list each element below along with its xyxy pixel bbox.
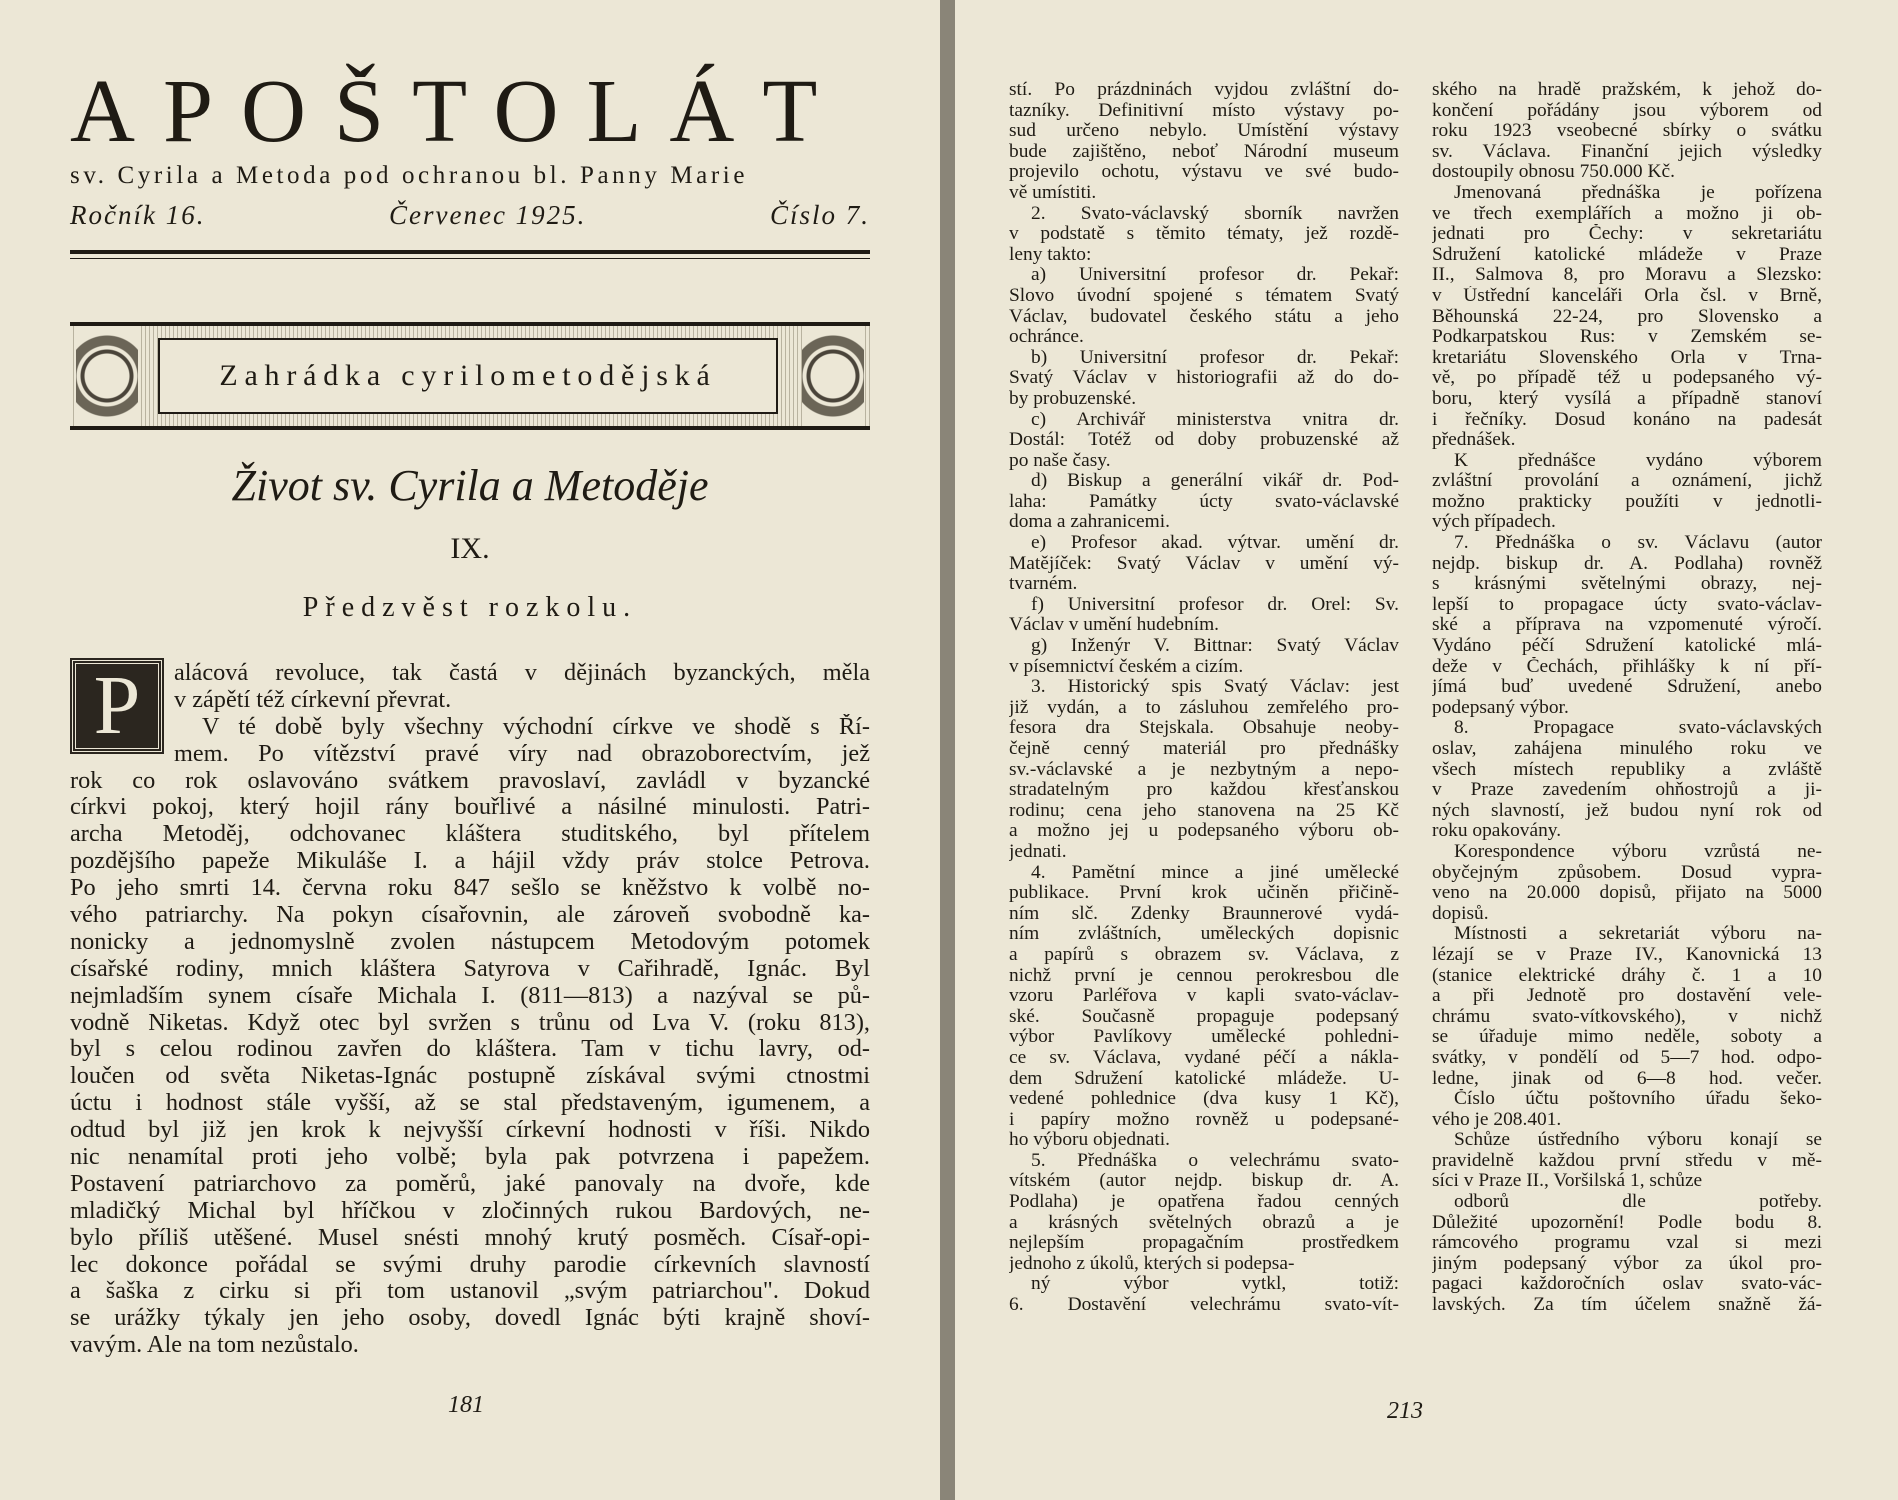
text-line: i řečníky. Dosud konáno na padesát	[1432, 409, 1822, 430]
issue-number: Číslo 7.	[769, 200, 870, 230]
text-line: fesora dra Stejskala. Obsahuje neoby-	[1009, 718, 1399, 739]
text-line: deže v Čechách, přihlášky k ní pří-	[1432, 656, 1822, 677]
text-line: roku opakovány.	[1432, 821, 1562, 842]
text-line: lézají se v Praze IV., Kanovnická 13	[1432, 944, 1822, 965]
magazine-title: APOŠTOLÁT	[70, 62, 846, 161]
text-line: přednášek.	[1432, 430, 1516, 451]
text-line: mladičký Michal byl hříčkou v zločinných rukou Bardových, ne-	[70, 1197, 870, 1224]
text-line: všech místech republiky a zvláště	[1432, 759, 1822, 780]
text-line: 5. Přednáška o velechrámu svato-	[1031, 1150, 1399, 1171]
text-line: Důležité upozornění! Podle bodu 8.	[1432, 1212, 1822, 1233]
text-line: vítském (autor nejdp. biskup dr. A.	[1009, 1171, 1399, 1192]
ornament-icon	[802, 326, 864, 426]
text-line: ním zvláštních, uměleckých dopisnic	[1009, 924, 1399, 945]
text-line: církvi pokoj, který hojil rány bouřlivé a násilné minulosti. Patri-	[70, 794, 870, 821]
text-line: loučen od světa Niketas-Ignác postupně získával svými ctnostmi	[70, 1063, 870, 1090]
text-line: pagaci každoročních oslav svato-vác-	[1432, 1274, 1822, 1295]
page-number: 181	[448, 1392, 484, 1418]
text-line: tvarném.	[1009, 574, 1078, 595]
text-line: se urážky týkaly jen jeho osoby, dovedl Ignác býti krajně shoví-	[70, 1305, 870, 1332]
text-line: svátky, v pondělí od 5—7 hod. odpo-	[1432, 1047, 1822, 1068]
text-line: i papíry možno rovněž u podepsané-	[1009, 1109, 1399, 1130]
drop-cap	[72, 660, 162, 752]
text-line: lepší to propagace úcty svato-václav-	[1432, 594, 1822, 615]
text-line: (stanice elektrické dráhy č. 1 a 10	[1432, 965, 1822, 986]
text-line: roku 1923 vseobecné sbírky o svátku	[1432, 121, 1822, 142]
text-line: čejně cenný materiál pro přednášky	[1009, 739, 1399, 759]
text-line: ho výboru objednati.	[1009, 1130, 1171, 1151]
text-line: Korespondence výboru vzrůstá ne-	[1454, 841, 1822, 862]
text-line: Běhounská 22-24, pro Slovensko a	[1432, 306, 1822, 327]
text-line: a papírů s obrazem sv. Václava, z	[1009, 944, 1399, 965]
text-line: vavým. Ale na tom nezůstalo.	[70, 1332, 359, 1359]
text-line: jímá buď uvedené Sdružení, anebo	[1432, 677, 1822, 698]
text-line: mem. Po vítězství pravé víry nad obrazoborectvím, jež	[174, 740, 870, 767]
text-line: pozdějšího papeže Mikuláše I. a hájil vždy práv stolce Petrova.	[70, 848, 870, 875]
article-body	[70, 660, 870, 1359]
text-line: 4. Pamětní mince a jiné umělecké	[1031, 862, 1399, 883]
text-line: Sdružení katolické mládeže v Praze	[1432, 244, 1822, 265]
banner-label-box	[158, 338, 778, 414]
text-line: ce sv. Václava, vydané péčí a nákla-	[1009, 1047, 1399, 1068]
volume: Ročník 16.	[70, 200, 206, 230]
text-line: K přednášce vydáno výborem	[1454, 450, 1822, 471]
text-line: vedené pohlednice (dva kusy 1 Kč),	[1009, 1089, 1399, 1110]
text-line: rok co rok oslavováno svátkem pravoslaví, zavládl v byzancké	[70, 767, 870, 794]
text-line: laha: Památky úcty svato-václavské	[1009, 491, 1399, 512]
section-title: Předzvěst rozkolu.	[302, 592, 638, 623]
text-line: chrámu svato-vítkovského), v nichž	[1432, 1006, 1822, 1027]
text-line: Dostál: Totéž od doby probuzenské až	[1009, 430, 1399, 451]
text-line: f) Universitní profesor dr. Orel: Sv.	[1031, 594, 1399, 615]
text-line: v podstatě s těmito tématy, jež rozdě-	[1009, 224, 1399, 245]
text-line: a krásných světelných obrazů a je	[1009, 1212, 1399, 1233]
text-line: Po jeho smrti 14. června roku 847 sešlo se kněžstvo k volbě no-	[70, 875, 870, 902]
text-column-right	[1432, 80, 1822, 1316]
text-line: ných slavností, jež budou nyní rok od	[1432, 800, 1822, 821]
text-line: s krásnými světelnými obrazy, nej-	[1432, 574, 1822, 595]
text-line: Místnosti a sekretariát výboru na-	[1454, 924, 1822, 945]
text-line: sud určeno nebylo. Umístění výstavy	[1009, 121, 1399, 142]
text-line: 3. Historický spis Svatý Václav: jest	[1031, 677, 1399, 698]
text-line: a možno jej u podepsaného výboru ob-	[1009, 821, 1399, 842]
text-line: bylo příliš utěšené. Musel snésti mnohý krutý posměch. Císař-opi-	[70, 1224, 870, 1251]
text-line: Podlaha) je opatřena řadou cenných	[1009, 1192, 1399, 1213]
text-line: nejlepším propagačním prostředkem	[1009, 1233, 1399, 1254]
text-line: 6. Dostavění velechrámu svato-vít-	[1009, 1295, 1399, 1316]
text-line: stradatelným pro každou křesťanskou	[1009, 780, 1399, 801]
text-line: jednoho z úkolů, kterých si podepsa-	[1009, 1253, 1295, 1274]
text-line: V té době byly všechny východní církve ve shodě s Ří-	[202, 713, 870, 740]
text-line: stí. Po prázdninách vyjdou zvláštní do-	[1009, 80, 1399, 100]
text-line: projevilo ochotu, výstavu ve své budo-	[1009, 162, 1399, 183]
issue-line	[70, 200, 870, 231]
text-line: 7. Přednáška o sv. Václavu (autor	[1454, 533, 1822, 554]
text-line: pravidelně každou první středu v mě-	[1432, 1150, 1822, 1171]
text-line: se úřaduje mimo neděle, soboty a	[1432, 1027, 1822, 1048]
text-line: oslav, zahájena minulého roku ve	[1432, 739, 1822, 759]
text-line: Václav, budovatel českého státu a jeho	[1009, 306, 1399, 327]
text-line: alácová revoluce, tak častá v dějinách byzanckých, měla	[174, 660, 870, 686]
text-line: odborů dle potřeby.	[1454, 1192, 1822, 1213]
text-line: Svatý Václav v historiografii až do do-	[1009, 368, 1399, 389]
text-line: vodně Niketas. Když otec byl svržen s trůnu od Lva V. (roku 813),	[70, 1009, 870, 1036]
text-line: veno na 20.000 dopisů, přijato na 5000	[1432, 883, 1822, 904]
text-line: dostoupily obnosu 750.000 Kč.	[1432, 162, 1675, 183]
text-line: Vydáno péčí Sdružení katolické mlá-	[1432, 636, 1822, 657]
text-line: v písemnictví českém a cizím.	[1009, 656, 1244, 677]
text-line: a) Universitní profesor dr. Pekař:	[1031, 265, 1399, 286]
left-page	[0, 0, 940, 1500]
text-line: vých případech.	[1432, 512, 1556, 533]
text-line: ve třech exemplářích a možno ji ob-	[1432, 203, 1822, 224]
text-line: ochránce.	[1009, 327, 1084, 348]
text-line: e) Profesor akad. výtvar. umění dr.	[1031, 533, 1399, 554]
text-line: vého je 208.401.	[1432, 1109, 1562, 1130]
ornament-icon	[76, 326, 138, 426]
text-line: doma a zahranicemi.	[1009, 512, 1170, 533]
text-line: ské. Současně propaguje podepsaný	[1009, 1006, 1399, 1027]
text-line: vzoru Parléřova v kapli svato-václav-	[1009, 986, 1399, 1007]
text-line: Postavení patriarchovo za poměrů, jaké panovaly na dvoře, kde	[70, 1170, 870, 1197]
text-line: kretariátu Slovenského Orla v Trna-	[1432, 347, 1822, 368]
text-line: Matějíček: Svatý Václav v umění vý-	[1009, 553, 1399, 574]
text-line: publikace. První krok učiněn přičině-	[1009, 883, 1399, 904]
text-line: po naše časy.	[1009, 450, 1111, 471]
text-line: Číslo účtu poštovního úřadu šeko-	[1454, 1089, 1822, 1110]
text-line: ledne, jinak od 6—8 hod. večer.	[1432, 1068, 1822, 1089]
text-line: dopisů.	[1432, 903, 1489, 924]
text-line: úctu i hodnost stále vyšší, až se stal představeným, igumenem, a	[70, 1090, 870, 1117]
text-line: 2. Svato-václavský sborník navržen	[1031, 203, 1399, 224]
text-line: síci v Praze II., Voršilská 1, schůze	[1432, 1171, 1703, 1192]
page-number: 213	[1387, 1398, 1423, 1424]
text-line: nejmladším synem císaře Michala I. (811—813) a nazýval se pů-	[70, 982, 870, 1009]
text-line: v zápětí též církevní převrat.	[174, 686, 452, 713]
text-line: b) Universitní profesor dr. Pekař:	[1031, 347, 1399, 368]
text-line: bude zajištěno, neboť Národní museum	[1009, 141, 1399, 162]
text-line: nic nenamítal proti jeho volbě; byla pak potvrzena i papežem.	[70, 1144, 870, 1171]
text-line: tazníky. Definitivní místo výstavy po-	[1009, 100, 1399, 121]
text-line: Schůze ústředního výboru konají se	[1454, 1130, 1822, 1151]
text-line: odtud byl již jen krok k nejvyšší církevní hodnosti v říši. Nikdo	[70, 1117, 870, 1144]
text-line: leny takto:	[1009, 244, 1092, 265]
text-line: boru, který vysílá a případně stanoví	[1432, 388, 1822, 409]
text-line: výbor Pavlíkovy umělecké pohledni-	[1009, 1027, 1399, 1048]
text-line: Jmenovaná přednáška je pořízena	[1454, 182, 1822, 203]
text-line: jiným podepsaný výbor za úkol pro-	[1432, 1253, 1822, 1274]
text-line: II., Salmova 8, pro Moravu a Slezsko:	[1432, 265, 1822, 286]
text-line: vě umístiti.	[1009, 182, 1097, 203]
text-line: rodinu; cena jeho stanovena na 25 Kč	[1009, 800, 1399, 821]
text-line: a při Jednotě pro dostavění vele-	[1432, 986, 1822, 1007]
text-line: lavských. Za tím účelem snažně žá-	[1432, 1295, 1822, 1316]
text-line: sv.-václavské a je nezbytným a nepo-	[1009, 759, 1399, 780]
text-line: by probuzenské.	[1009, 388, 1137, 409]
text-line: nejdp. biskup dr. A. Podlaha) rovněž	[1432, 553, 1822, 574]
chapter-number: IX.	[450, 532, 490, 565]
text-line: již vydán, a to zásluhou zemřelého pro-	[1009, 697, 1399, 718]
text-line: nichž první je cennou perokresbou dle	[1009, 965, 1399, 986]
text-line: jednati pro Čechy: v sekretariátu	[1432, 224, 1822, 245]
magazine-subtitle: sv. Cyrila a Metoda pod ochranou bl. Panny Marie	[70, 162, 749, 189]
text-column-left	[1009, 80, 1399, 1316]
text-line: lec dokonce pořádal se svými druhy parodie církevních slavností	[70, 1251, 870, 1278]
text-line: nonicky a jednomyslně zvolen nástupcem Metodovým potomek	[70, 928, 870, 955]
text-line: v Ústřední kanceláři Orla čsl. v Brně,	[1432, 285, 1822, 306]
header-rule	[70, 250, 870, 254]
section-banner-text: Zahrádka cyrilometodějská	[219, 359, 717, 392]
text-line: vého patriarchy. Na pokyn císařovnin, ale zároveň svobodně ka-	[70, 902, 870, 929]
right-page	[955, 0, 1898, 1500]
text-line: možno prakticky použíti v jednotli-	[1432, 491, 1822, 512]
text-line: a šaška z cirku si při tom ustanovil „svým patriarchou". Dokud	[70, 1278, 870, 1305]
text-line: ské a příprava na vzpomenuté výročí.	[1432, 615, 1822, 636]
text-line: sv. Václava. Finanční jejich výsledky	[1432, 141, 1822, 162]
text-line: ského na hradě pražském, k jehož do-	[1432, 80, 1822, 100]
text-line: rámcového programu vzal si mezi	[1432, 1233, 1822, 1254]
header-rule-thin	[70, 258, 870, 259]
text-line: d) Biskup a generální vikář dr. Pod-	[1031, 471, 1399, 492]
text-line: jednati.	[1009, 841, 1067, 862]
text-line: vě, po případě též u podepsaného vý-	[1432, 368, 1822, 389]
text-line: končení pořádány jsou výborem od	[1432, 100, 1822, 121]
issue-date: Červenec 1925.	[389, 200, 587, 230]
text-line: ním slč. Zdenky Braunnerové vydá-	[1009, 903, 1399, 924]
text-line: c) Archivář ministerstva vnitra dr.	[1031, 409, 1399, 430]
text-line: císařské rodiny, mnich kláštera Satyrova v Cařihradě, Ignác. Byl	[70, 955, 870, 982]
drop-cap-letter: P	[93, 659, 141, 752]
article-title: Život sv. Cyrila a Metoděje	[231, 461, 709, 510]
text-line: podepsaný výbor.	[1432, 697, 1569, 718]
section-banner	[70, 322, 870, 430]
text-line: archa Metoděj, odchovanec kláštera studitského, byl přítelem	[70, 821, 870, 848]
text-line: 8. Propagace svato-václavských	[1454, 718, 1822, 739]
text-line: obyčejným způsobem. Dosud vypra-	[1432, 862, 1822, 883]
text-line: g) Inženýr V. Bittnar: Svatý Václav	[1031, 636, 1399, 657]
text-line: zvláštní provolání a oznámení, jichž	[1432, 471, 1822, 492]
text-line: Slovo úvodní spojené s tématem Svatý	[1009, 285, 1399, 306]
text-line: Václav v umění hudebním.	[1009, 615, 1220, 636]
text-line: ný výbor vytkl, totiž:	[1031, 1274, 1399, 1295]
text-line: dem Sdružení katolické mládeže. U-	[1009, 1068, 1399, 1089]
text-line: Podkarpatskou Rus: v Zemském se-	[1432, 327, 1822, 348]
text-line: v Praze zavedením ohňostrojů a ji-	[1432, 780, 1822, 801]
text-line: byl s celou rodinou zavřen do kláštera. Tam v tichu lavry, od-	[70, 1036, 870, 1063]
